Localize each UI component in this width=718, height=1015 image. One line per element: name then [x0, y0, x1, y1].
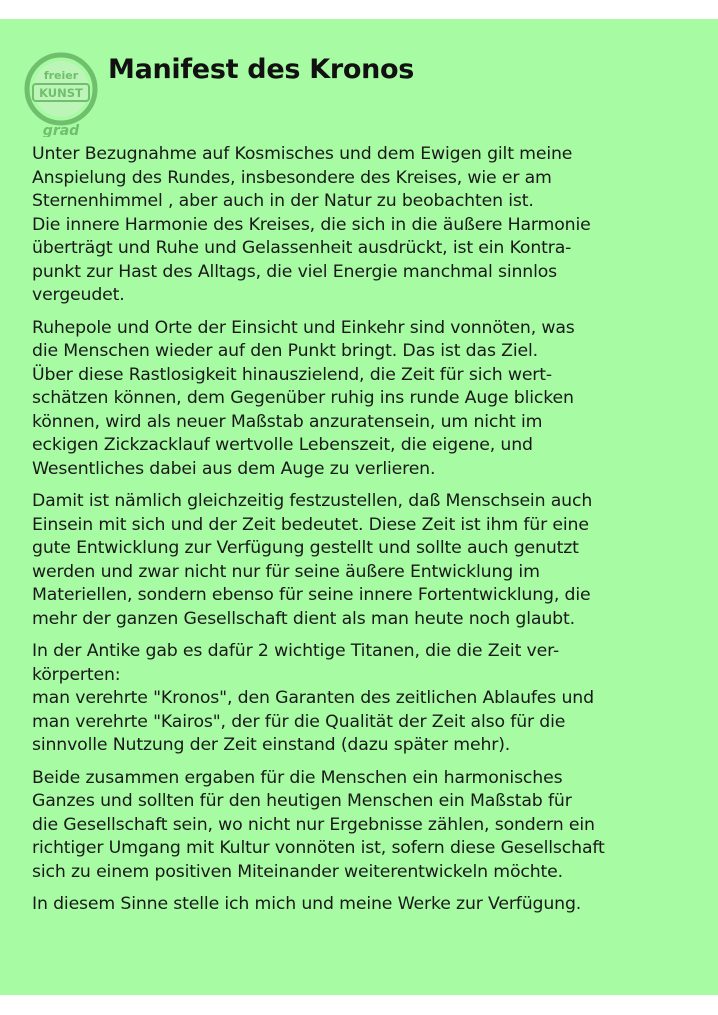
text-line: man verehrte "Kronos", den Garanten des zeitlichen Ablaufes und	[32, 688, 594, 708]
text-line: vergeudet.	[32, 285, 125, 305]
paragraph-3	[32, 490, 708, 631]
page-title: Manifest des Kronos	[108, 54, 415, 85]
paragraph-1	[32, 143, 708, 308]
text-line: punkt zur Hast des Alltags, die viel Energie manchmal sinnlos	[32, 261, 558, 282]
manifest-body	[32, 143, 708, 926]
text-line: mehr der ganzen Gesellschaft dient als man heute noch glaubt.	[32, 608, 575, 629]
text-line: Anspielung des Rundes, insbesondere des Kreises, wie er am	[32, 167, 552, 188]
logo-word-freier: freier	[43, 69, 79, 82]
paragraph-5	[32, 767, 708, 885]
text-line: überträgt und Ruhe und Gelassenheit ausdrückt, ist ein Kontra-	[32, 238, 572, 258]
content-panel	[0, 19, 718, 995]
text-line: können, wird als neuer Maßstab anzuratensein, um nicht im	[32, 411, 543, 432]
text-line: Einsein mit sich und der Zeit bedeutet. Diese Zeit ist ihm für eine	[32, 514, 589, 535]
paragraph-6	[32, 893, 708, 917]
freier-kunstgrad-logo	[16, 47, 106, 137]
text-line: In der Antike gab es dafür 2 wichtige Titanen, die die Zeit ver-	[32, 641, 560, 661]
text-line: die Menschen wieder auf den Punkt bringt. Das ist das Ziel.	[32, 341, 538, 361]
text-line: sinnvolle Nutzung der Zeit einstand (dazu später mehr).	[32, 735, 511, 755]
text-line: Ruhepole und Orte der Einsicht und Einkehr sind vonnöten, was	[32, 317, 575, 338]
paragraph-4	[32, 640, 708, 758]
logo-word-grad: grad	[42, 123, 80, 137]
text-line: Wesentliches dabei aus dem Auge zu verlieren.	[32, 458, 436, 479]
text-line: Beide zusammen ergaben für die Menschen ein harmonisches	[32, 767, 563, 788]
text-line: gute Entwicklung zur Verfügung gestellt und sollte auch genutzt	[32, 538, 579, 558]
text-line: körperten:	[32, 664, 121, 685]
text-line: sich zu einem positiven Miteinander weiterentwickeln möchte.	[32, 861, 563, 882]
text-line: schätzen können, dem Gegenüber ruhig ins runde Auge blicken	[32, 388, 574, 408]
text-line: Über diese Rastlosigkeit hinauszielend, die Zeit für sich wert-	[32, 364, 552, 385]
text-line: In diesem Sinne stelle ich mich und meine Werke zur Verfügung.	[32, 894, 582, 914]
text-line: eckigen Zickzacklauf wertvolle Lebenszeit, die eigene, und	[32, 435, 533, 455]
text-line: Sternenhimmel , aber auch in der Natur zu beobachten ist.	[32, 191, 534, 211]
text-line: Die innere Harmonie des Kreises, die sich in die äußere Harmonie	[32, 214, 591, 235]
text-line: Ganzes und sollten für den heutigen Menschen ein Maßstab für	[32, 791, 572, 811]
text-line: Damit ist nämlich gleichzeitig festzustellen, daß Menschsein auch	[32, 491, 593, 511]
text-line: richtiger Umgang mit Kultur vonnöten ist, sofern diese Gesellschaft	[32, 838, 605, 858]
text-line: werden und zwar nicht nur für seine äußere Entwicklung im	[32, 561, 540, 582]
text-line: Unter Bezugnahme auf Kosmisches und dem Ewigen gilt meine	[32, 144, 573, 164]
text-line: die Gesellschaft sein, wo nicht nur Ergebnisse zählen, sondern ein	[32, 814, 595, 835]
text-line: Materiellen, sondern ebenso für seine innere Fortentwicklung, die	[32, 585, 591, 605]
text-line: man verehrte "Kairos", der für die Qualität der Zeit also für die	[32, 711, 566, 732]
paragraph-2	[32, 317, 708, 482]
logo-word-kunst: KUNST	[39, 86, 83, 100]
